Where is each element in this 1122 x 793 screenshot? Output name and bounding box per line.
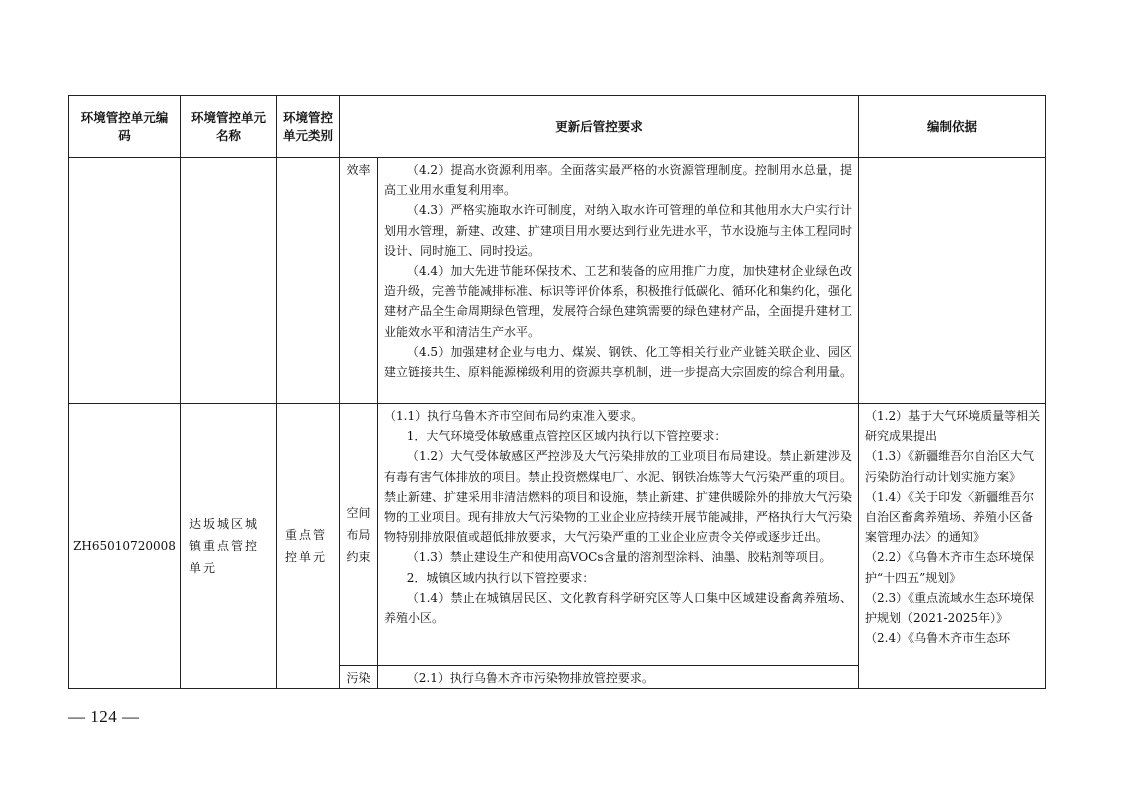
header-requirements: 更新后管控要求 — [340, 96, 859, 158]
requirement-paragraph: （4.3）严格实施取水许可制度，对纳入取水许可管理的单位和其他用水大户实行计划用水管理，新建、改建、扩建项目用水要达到行业先进水平，节水设施与主体工程同时设计、同时施工、同时投运。 — [384, 203, 853, 258]
basis-item: （2.3）《重点流域水生态环境保护规划（2021-2025年）》 — [865, 590, 1035, 626]
unit-code: ZH65010720008 — [69, 404, 181, 689]
basis-item: （2.4）《乌鲁木齐市生态环 — [865, 631, 1011, 646]
continuation-name-cell — [181, 158, 277, 404]
requirement-paragraph: （4.5）加强建材企业与电力、煤炭、钢铁、化工等相关行业产业链关联企业、园区建立链接共生、原料能源梯级利用的资源共享机制，进一步提高大宗固废的综合利用量。 — [384, 344, 853, 380]
category-pollution: 污染 — [340, 666, 378, 689]
category-efficiency: 效率 — [340, 158, 378, 404]
unit-type: 重点管控单元 — [277, 404, 340, 689]
requirement-paragraph: （2.1）执行乌鲁木齐市污染物排放管控要求。 — [406, 671, 654, 685]
continuation-basis-cell — [859, 158, 1046, 404]
unit-basis — [859, 404, 1046, 689]
category-space-layout: 空间布局约束 — [340, 404, 378, 666]
continuation-code-cell — [69, 158, 181, 404]
table-header-row — [69, 96, 1046, 158]
header-basis: 编制依据 — [859, 96, 1046, 158]
requirement-paragraph: 2．城镇区域内执行以下管控要求： — [406, 570, 595, 585]
table-row-continuation — [69, 158, 1046, 404]
table-row-unit — [69, 404, 1046, 666]
header-unit-code: 环境管控单元编码 — [69, 96, 181, 158]
basis-item: （1.3）《新疆维吾尔自治区大气污染防治行动计划实施方案》 — [865, 449, 1035, 484]
basis-item: （1.4）《关于印发〈新疆维吾尔自治区畜禽养殖场、养殖小区备案管理办法〉的通知》 — [865, 489, 1035, 545]
basis-item: （2.2）《乌鲁木齐市生态环境保护“十四五”规划》 — [865, 550, 1035, 585]
requirement-paragraph: （1.1）执行乌鲁木齐市空间布局约束准入要求。 — [384, 409, 644, 423]
control-unit-table — [68, 95, 1046, 689]
continuation-requirements — [378, 158, 859, 404]
requirement-paragraph: （4.4）加大先进节能环保技术、工艺和装备的应用推广力度，加快建材企业绿色改造升级，完善节能减排标准、标识等评价体系，积极推行低碳化、循环化和集约化，强化建材产品全生命周期绿色管理，发展符合绿色建筑需要的绿色建材产品，全面提升建材工业能效水平和清洁生产水平。 — [384, 264, 853, 339]
continuation-type-cell — [277, 158, 340, 404]
requirement-paragraph: （1.3）禁止建设生产和使用高VOCs含量的溶剂型涂料、油墨、胶粘剂等项目。 — [406, 550, 832, 565]
header-unit-name: 环境管控单元名称 — [181, 96, 277, 158]
requirement-paragraph: 1．大气环境受体敏感重点管控区区域内执行以下管控要求： — [406, 429, 727, 444]
requirement-paragraph: （1.2）大气受体敏感区严控涉及大气污染排放的工业项目布局建设。禁止新建涉及有毒有害气体排放的项目。禁止投资燃煤电厂、水泥、钢铁冶炼等大气污染严重的项目。禁止新建、扩建采用非清洁燃料的项目和设施，禁止新建、扩建供暖除外的排放大气污染物的工业项目。现有排放大气污染物的工业企业应持续开展节能减排，严格执行大气污染物特别排放限值或超低排放要求，大气污染严重的工业企业应责令关停或逐步迁出。 — [384, 449, 853, 545]
requirement-paragraph: （1.4）禁止在城镇居民区、文化教育科学研究区等人口集中区域建设畜禽养殖场、养殖小区。 — [384, 590, 852, 626]
unit-name: 达坂城区城镇重点管控单元 — [181, 404, 277, 689]
basis-item: （1.2）基于大气环境质量等相关研究成果提出 — [865, 409, 1041, 444]
pollution-requirements — [378, 666, 859, 689]
header-unit-type: 环境管控单元类别 — [277, 96, 340, 158]
page-number: — 124 — — [68, 707, 140, 726]
requirement-paragraph: （4.2）提高水资源利用率。全面落实最严格的水资源管理制度。控制用水总量，提高工业用水重复利用率。 — [384, 163, 852, 198]
space-layout-requirements — [378, 404, 859, 666]
